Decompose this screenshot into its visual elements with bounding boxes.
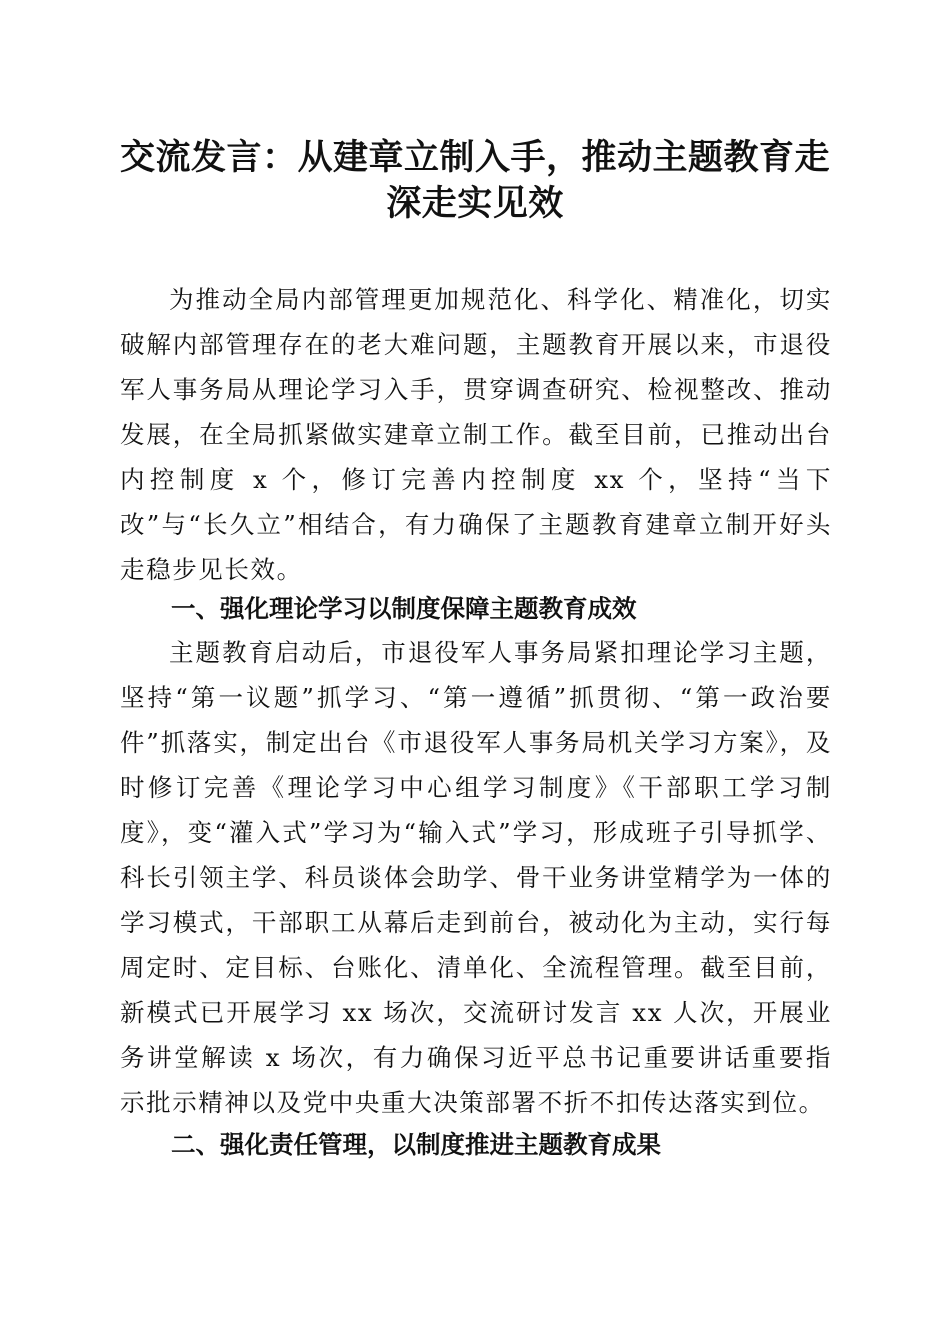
intro-paragraph: 为推动全局内部管理更加规范化、科学化、精准化，切实破解内部管理存在的老大难问题，主题教育开展以来，市退役军人事务局从理论学习入手，贯穿调查研究、检视整改、推动发展，在全局抓紧做实建章立制工作。截至目前，已推动出台内控制度 x 个，修订完善内控制度 xx 个，坚持“当下改”与“长久立”相结合，有力确保了主题教育建章立制开好头走稳步见长效。 — [120, 285, 832, 584]
section-heading-2: 二、强化责任管理，以制度推进主题教育成果 — [171, 1130, 661, 1159]
section-heading-1: 一、强化理论学习以制度保障主题教育成效 — [171, 594, 637, 623]
section-1-paragraph: 主题教育启动后，市退役军人事务局紧扣理论学习主题，坚持“第一议题”抓学习、“第一遵循”抓贯彻、“第一政治要件”抓落实，制定出台《市退役军人事务局机关学习方案》，及时修订完善《理论学习中心组学习制度》《干部职工学习制度》，变“灌入式”学习为“输入式”学习，形成班子引导抓学、科长引领主学、科员谈体会助学、骨干业务讲堂精学为一体的学习模式，干部职工从幕后走到前台，被动化为主动，实行每周定时、定目标、台账化、清单化、全流程管理。截至目前，新模式已开展学习 xx 场次，交流研讨发言 xx 人次，开展业务讲堂解读 x 场次，有力确保习近平总书记重要讲话重要指示批示精神以及党中央重大决策部署不折不扣传达落实到位。 — [120, 638, 832, 1117]
document-title-line-1: 交流发言：从建章立制入手，推动主题教育走 — [119, 137, 830, 178]
document-title-line-2: 深走实见效 — [386, 183, 564, 224]
